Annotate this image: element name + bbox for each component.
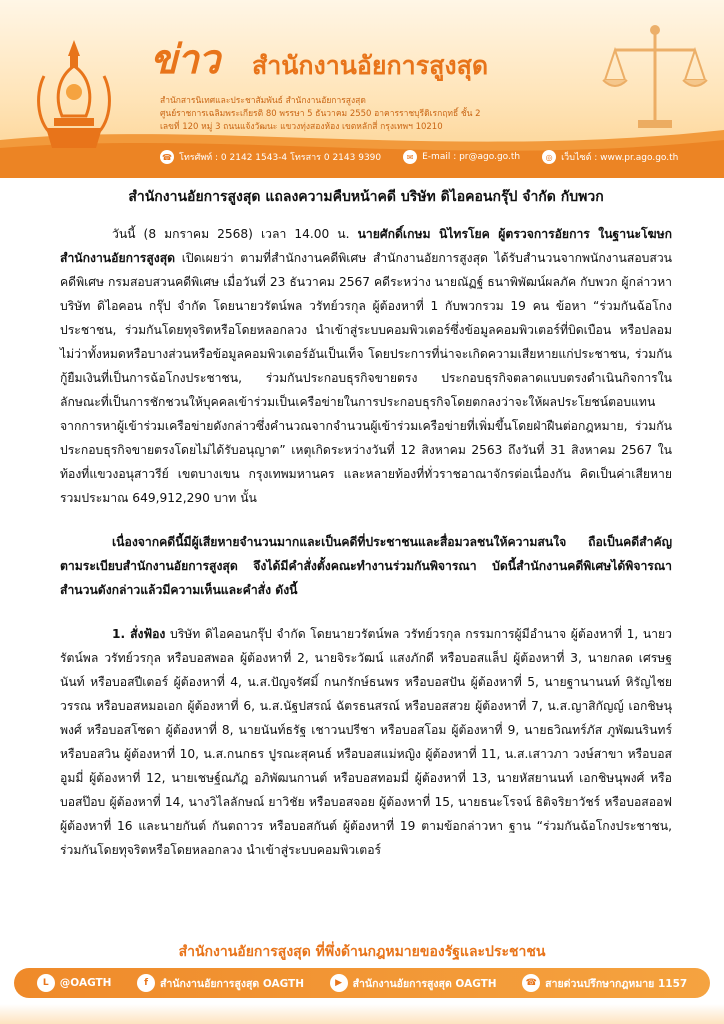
contact-website[interactable] xyxy=(542,150,678,164)
address-block xyxy=(160,95,481,134)
contact-phone xyxy=(160,150,381,164)
brand-office-name: สำนักงานอัยการสูงสุด xyxy=(252,51,489,80)
line-text[interactable]: @OAGTH xyxy=(59,977,112,989)
email-icon: ✉ xyxy=(403,150,417,164)
phone-icon: ☎ xyxy=(160,150,174,164)
youtube-icon: ▶ xyxy=(330,974,348,992)
website-text[interactable]: เว็บไซต์ : www.pr.ago.go.th xyxy=(561,153,679,163)
footer-bottom-band xyxy=(0,1004,724,1024)
paragraph-2 xyxy=(60,530,672,602)
address-line-1: สำนักสารนิเทศและประชาสัมพันธ์ สำนักงานอัยการสูงสุด xyxy=(160,96,366,106)
article-title: สำนักงานอัยการสูงสุด แถลงความคืบหน้าคดี บริษัท ดิไอคอนกรุ๊ป จำกัด กับพวก xyxy=(128,189,604,205)
phone-text: โทรศัพท์ : 0 2142 1543-4 โทรสาร 0 2143 9390 xyxy=(179,153,382,163)
footer-slogan: สำนักงานอัยการสูงสุด ที่พึ่งด้านกฎหมายของรัฐและประชาชน xyxy=(178,944,546,960)
p1-start: วันนี้ (8 มกราคม 2568) เวลา 14.00 น. xyxy=(112,227,358,241)
globe-icon: ◎ xyxy=(542,150,556,164)
paragraph-3 xyxy=(60,622,672,862)
brand-khao: ข่าว xyxy=(150,37,220,83)
email-text[interactable]: E-mail : pr@ago.go.th xyxy=(422,152,521,162)
facebook-text[interactable]: สำนักงานอัยการสูงสุด OAGTH xyxy=(160,977,305,990)
footer-social-bar xyxy=(14,968,710,998)
footer-hotline[interactable] xyxy=(522,974,687,992)
youtube-text[interactable]: สำนักงานอัยการสูงสุด OAGTH xyxy=(352,977,497,990)
footer-line[interactable] xyxy=(37,974,112,992)
line-icon: L xyxy=(37,974,55,992)
p3-body: บริษัท ดิไอคอนกรุ๊ป จำกัด โดยนายวรัตน์พล วรัทย์วรกุล กรรมการผู้มีอำนาจ ผู้ต้องหาที่ 1, นายวรัตน์พล วรัทย์วรกุล หรือบอสพอล ผู้ต้องหาที่ 2, นายจิระวัฒน์ แสงภักดี หรือบอสแล็ป ผู้ต้องหาที่ 3, นายกลด เศรษฐนันท์ หรือบอสปีเตอร์ ผู้ต้องหาที่ 4, น.ส.ปัญจรัศมิ์ กนกรักษ์ธนพร หรือบอสปัน ผู้ต้องหาที่ 5, นายฐานานนท์ หิรัญไชยวรรณ หรือบอสหมอเอก ผู้ต้องหาที่ 6, น.ส.นัฐปสรณ์ ฉัตรธนสรณ์ หรือบอสสวย ผู้ต้องหาที่ 7, น.ส.ญาสิกัญญ์ เอกชิษนุพงศ์ หรือบอสโซดา ผู้ต้องหาที่ 8, นายนันท์ธรัฐ เชาวนปรีชา หรือบอสโอม ผู้ต้องหาที่ 9, นายธวิณทร์ภัส ภูพัฒนรินทร์ หรือบอสวิน ผู้ต้องหาที่ 10, น.ส.กนกธร ปูรณะสุคนธ์ หรือบอสแม่หญิง ผู้ต้องหาที่ 11, น.ส.เสาวภา วงษ์สาขา หรือบอสอูมมี่ ผู้ต้องหาที่ 12, นายเชษฐ์ณภัฎ อภิพัฒนกานต์ หรือบอสทอมมี่ ผู้ต้องหาที่ 13, นายหัสยานนท์ เอกชิษนุพงศ์ หรือบอสป๊อบ ผู้ต้องหาที่ 14, นางวิไลลักษณ์ ยาวิชัย หรือบอสจอย ผู้ต้องหาที่ 15, นายธนะโรจน์ ธิติจริยาวัชร์ หรือบอสออฟ ผู้ต้องหาที่ 16 และนายกันต์ กันตถาวร หรือบอสกันต์ ผู้ต้องหาที่ 19 ตามข้อกล่าวหา ฐาน “ร่วมกันฉ้อโกงประชาชน, ร่วมกันโดยทุจริตหรือโดยหลอกลวง นำเข้าสู่ระบบคอมพิวเตอร์ xyxy=(60,627,672,857)
emblem-icon xyxy=(24,36,124,156)
footer-youtube[interactable] xyxy=(330,974,497,992)
address-line-2: ศูนย์ราชการเฉลิมพระเกียรติ 80 พรรษา 5 ธันวาคม 2550 อาคารราชบุรีดิเรกฤทธิ์ ชั้น 2 xyxy=(160,109,481,119)
press-release-body xyxy=(60,186,672,862)
phone-icon: ☎ xyxy=(522,974,540,992)
footer-facebook[interactable] xyxy=(137,974,304,992)
contact-bar xyxy=(160,146,700,168)
contact-email[interactable] xyxy=(403,150,520,164)
letterhead-header xyxy=(0,0,724,178)
facebook-icon: f xyxy=(137,974,155,992)
p2-body: เนื่องจากคดีนี้มีผู้เสียหายจำนวนมากและเป็นคดีที่ประชาชนและสื่อมวลชนให้ความสนใจ ถือเป็นคดีสำคัญตามระเบียบสำนักงานอัยการสูงสุด จึงได้มีคำสั่งตั้งคณะทำงานร่วมกันพิจารณา บัดนี้สำนักงานคดีพิเศษได้พิจารณาสำนวนดังกล่าวแล้วมีความเห็นและคำสั่ง ดังนี้ xyxy=(60,535,672,597)
p1-body: เปิดเผยว่า ตามที่สำนักงานคดีพิเศษ สำนักงานอัยการสูงสุด ได้รับสำนวนจากพนักงานสอบสวนคดีพิเศษ กรมสอบสวนคดีพิเศษ เมื่อวันที่ 23 ธันวาคม 2567 คดีระหว่าง นายณัฏฐ์ ธนาพิพัฒน์ผลภัค กับพวก ผู้กล่าวหา บริษัท ดิไอคอน กรุ๊ป จำกัด โดยนายวรัตน์พล วรัทย์วรกุล ผู้ต้องหาที่ 1 กับพวกรวม 19 คน ข้อหา “ร่วมกันฉ้อโกงประชาชน, ร่วมกันโดยทุจริตหรือโดยหลอกลวง นำเข้าสู่ระบบคอมพิวเตอร์ซึ่งข้อมูลคอมพิวเตอร์ที่บิดเบือน หรือปลอมไม่ว่าทั้งหมดหรือบางส่วนหรือข้อมูลคอมพิวเตอร์อันเป็นเท็จ โดยประการที่น่าจะเกิดความเสียหายแก่ประชาชน, ร่วมกันกู้ยืมเงินที่เป็นการฉ้อโกงประชาชน, ร่วมกันประกอบธุรกิจขายตรง ประกอบธุรกิจตลาดแบบตรงดำเนินกิจการในลักษณะที่เป็นการชักชวนให้บุคคลเข้าร่วมเป็นเครือข่ายในการประกอบธุรกิจโดยตกลงว่าจะให้ผลประโยชน์ตอบแทนจากการหาผู้เข้าร่วมเครือข่ายดังกล่าวซึ่งคำนวณจากจำนวนผู้เข้าร่วมเครือข่ายที่เพิ่มขึ้นโดยฝ่าฝืนต่อกฎหมาย, ร่วมกันประกอบธุรกิจขายตรงโดยไม่ได้รับอนุญาต” เหตุเกิดระหว่างวันที่ 12 สิงหาคม 2563 ถึงวันที่ 31 สิงหาคม 2567 ในท้องที่แขวงอนุสาวรีย์ เขตบางเขน กรุงเทพมหานคร และหลายท้องที่ทั่วราชอาณาจักรต่อเนื่องกัน คิดเป็นค่าเสียหายรวมประมาณ 649,912,290 บาท นั้น xyxy=(60,251,672,505)
scales-of-justice-icon xyxy=(600,20,710,140)
hotline-text[interactable]: สายด่วนปรึกษากฎหมาย 1157 xyxy=(545,977,688,990)
paragraph-1 xyxy=(60,222,672,510)
address-line-3: เลขที่ 120 หมู่ 3 ถนนแจ้งวัฒนะ แขวงทุ่งสองห้อง เขตหลักสี่ กรุงเทพฯ 10210 xyxy=(160,122,443,132)
p3-heading: 1. สั่งฟ้อง xyxy=(112,627,166,641)
p1-spokesperson: นายศักดิ์เกษม นิไทรโยค ผู้ตรวจการอัยการ ในฐานะโฆษกสำนักงานอัยการสูงสุด xyxy=(60,227,673,265)
